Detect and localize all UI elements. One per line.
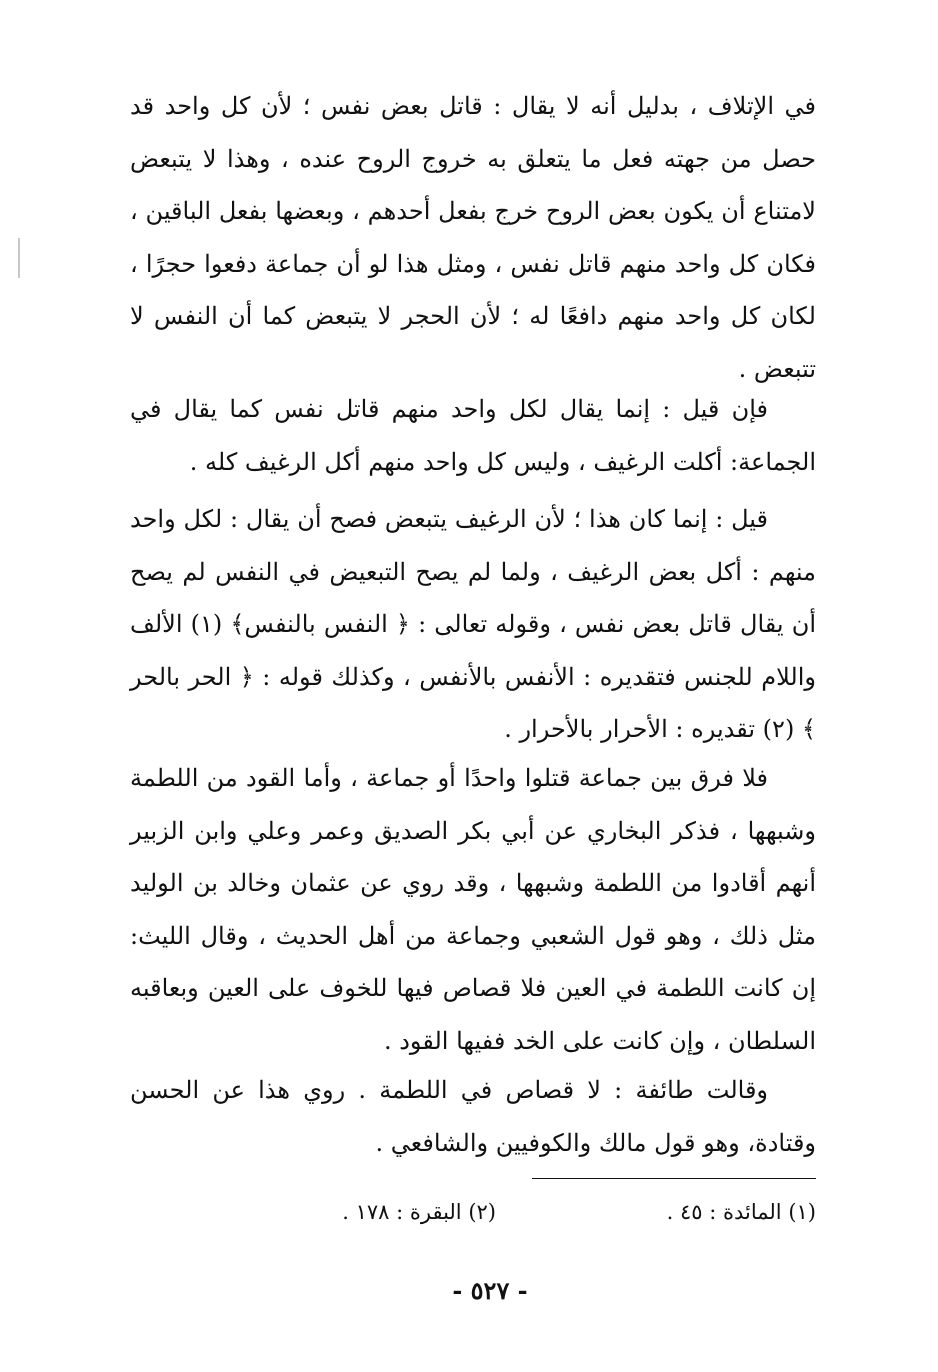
paragraph-1: في الإتلاف ، بدليل أنه لا يقال : قاتل بعض نفس ؛ لأن كل واحد قد حصل من جهته فعل ما يتعلق به خروج الروح عنده ، وهذا لا يتبعض لامتناع أن يكون بعض الروح خرج بفعل أحدهم ، وبعضها بفعل الباقين ، فكان كل واحد منهم قاتل نفس ، ومثل هذا لو أن جماعة دفعوا حجرًا ، لكان كل واحد منهم دافعًا له ؛ لأن الحجر لا يتبعض كما أن النفس لا تتبعض . (130, 92, 816, 383)
paragraph-2: فإن قيل : إنما يقال لكل واحد منهم قاتل نفس كما يقال في الجماعة: أكلت الرغيف ، وليس كل واحد منهم أكل الرغيف كله . (130, 395, 816, 476)
paragraph-5: وقالت طائفة : لا قصاص في اللطمة . روي هذا عن الحسن وقتادة، وهو قول مالك والكوفيين والشافعي . (130, 1076, 816, 1157)
footnote-2: (٢) البقرة : ١٧٨ . (342, 1200, 496, 1224)
footnotes (280, 1192, 816, 1232)
footnote-separator (532, 1178, 816, 1179)
paragraph-4: فلا فرق بين جماعة قتلوا واحدًا أو جماعة ، وأما القود من اللطمة وشبهها ، فذكر البخاري عن أبي بكر الصديق وعمر وعلي وابن الزبير أنهم أقادوا من اللطمة وشبهها ، وقد روي عن عثمان وخالد بن الوليد مثل ذلك ، وهو قول الشعبي وجماعة من أهل الحديث ، وقال الليث: إن كانت اللطمة في العين فلا قصاص فيها للخوف على العين وبعاقبه السلطان ، وإن كانت على الخد ففيها القود . (130, 764, 816, 1055)
page-number: - ٥٢٧ - (452, 1276, 528, 1305)
scan-edge-mark (18, 238, 20, 278)
footnote-1: (١) المائدة : ٤٥ . (666, 1200, 816, 1224)
paragraph-3: قيل : إنما كان هذا ؛ لأن الرغيف يتبعض فصح أن يقال : لكل واحد منهم : أكل بعض الرغيف ، ولما لم يصح التبعيض في النفس لم يصح أن يقال قاتل بعض نفس ، وقوله تعالى : ﴿ النفس بالنفس﴾ (١) الألف واللام للجنس فتقديره : الأنفس بالأنفس ، وكذلك قوله : ﴿ الحر بالحر ﴾ (٢) تقديره : الأحرار بالأحرار . (130, 505, 816, 743)
